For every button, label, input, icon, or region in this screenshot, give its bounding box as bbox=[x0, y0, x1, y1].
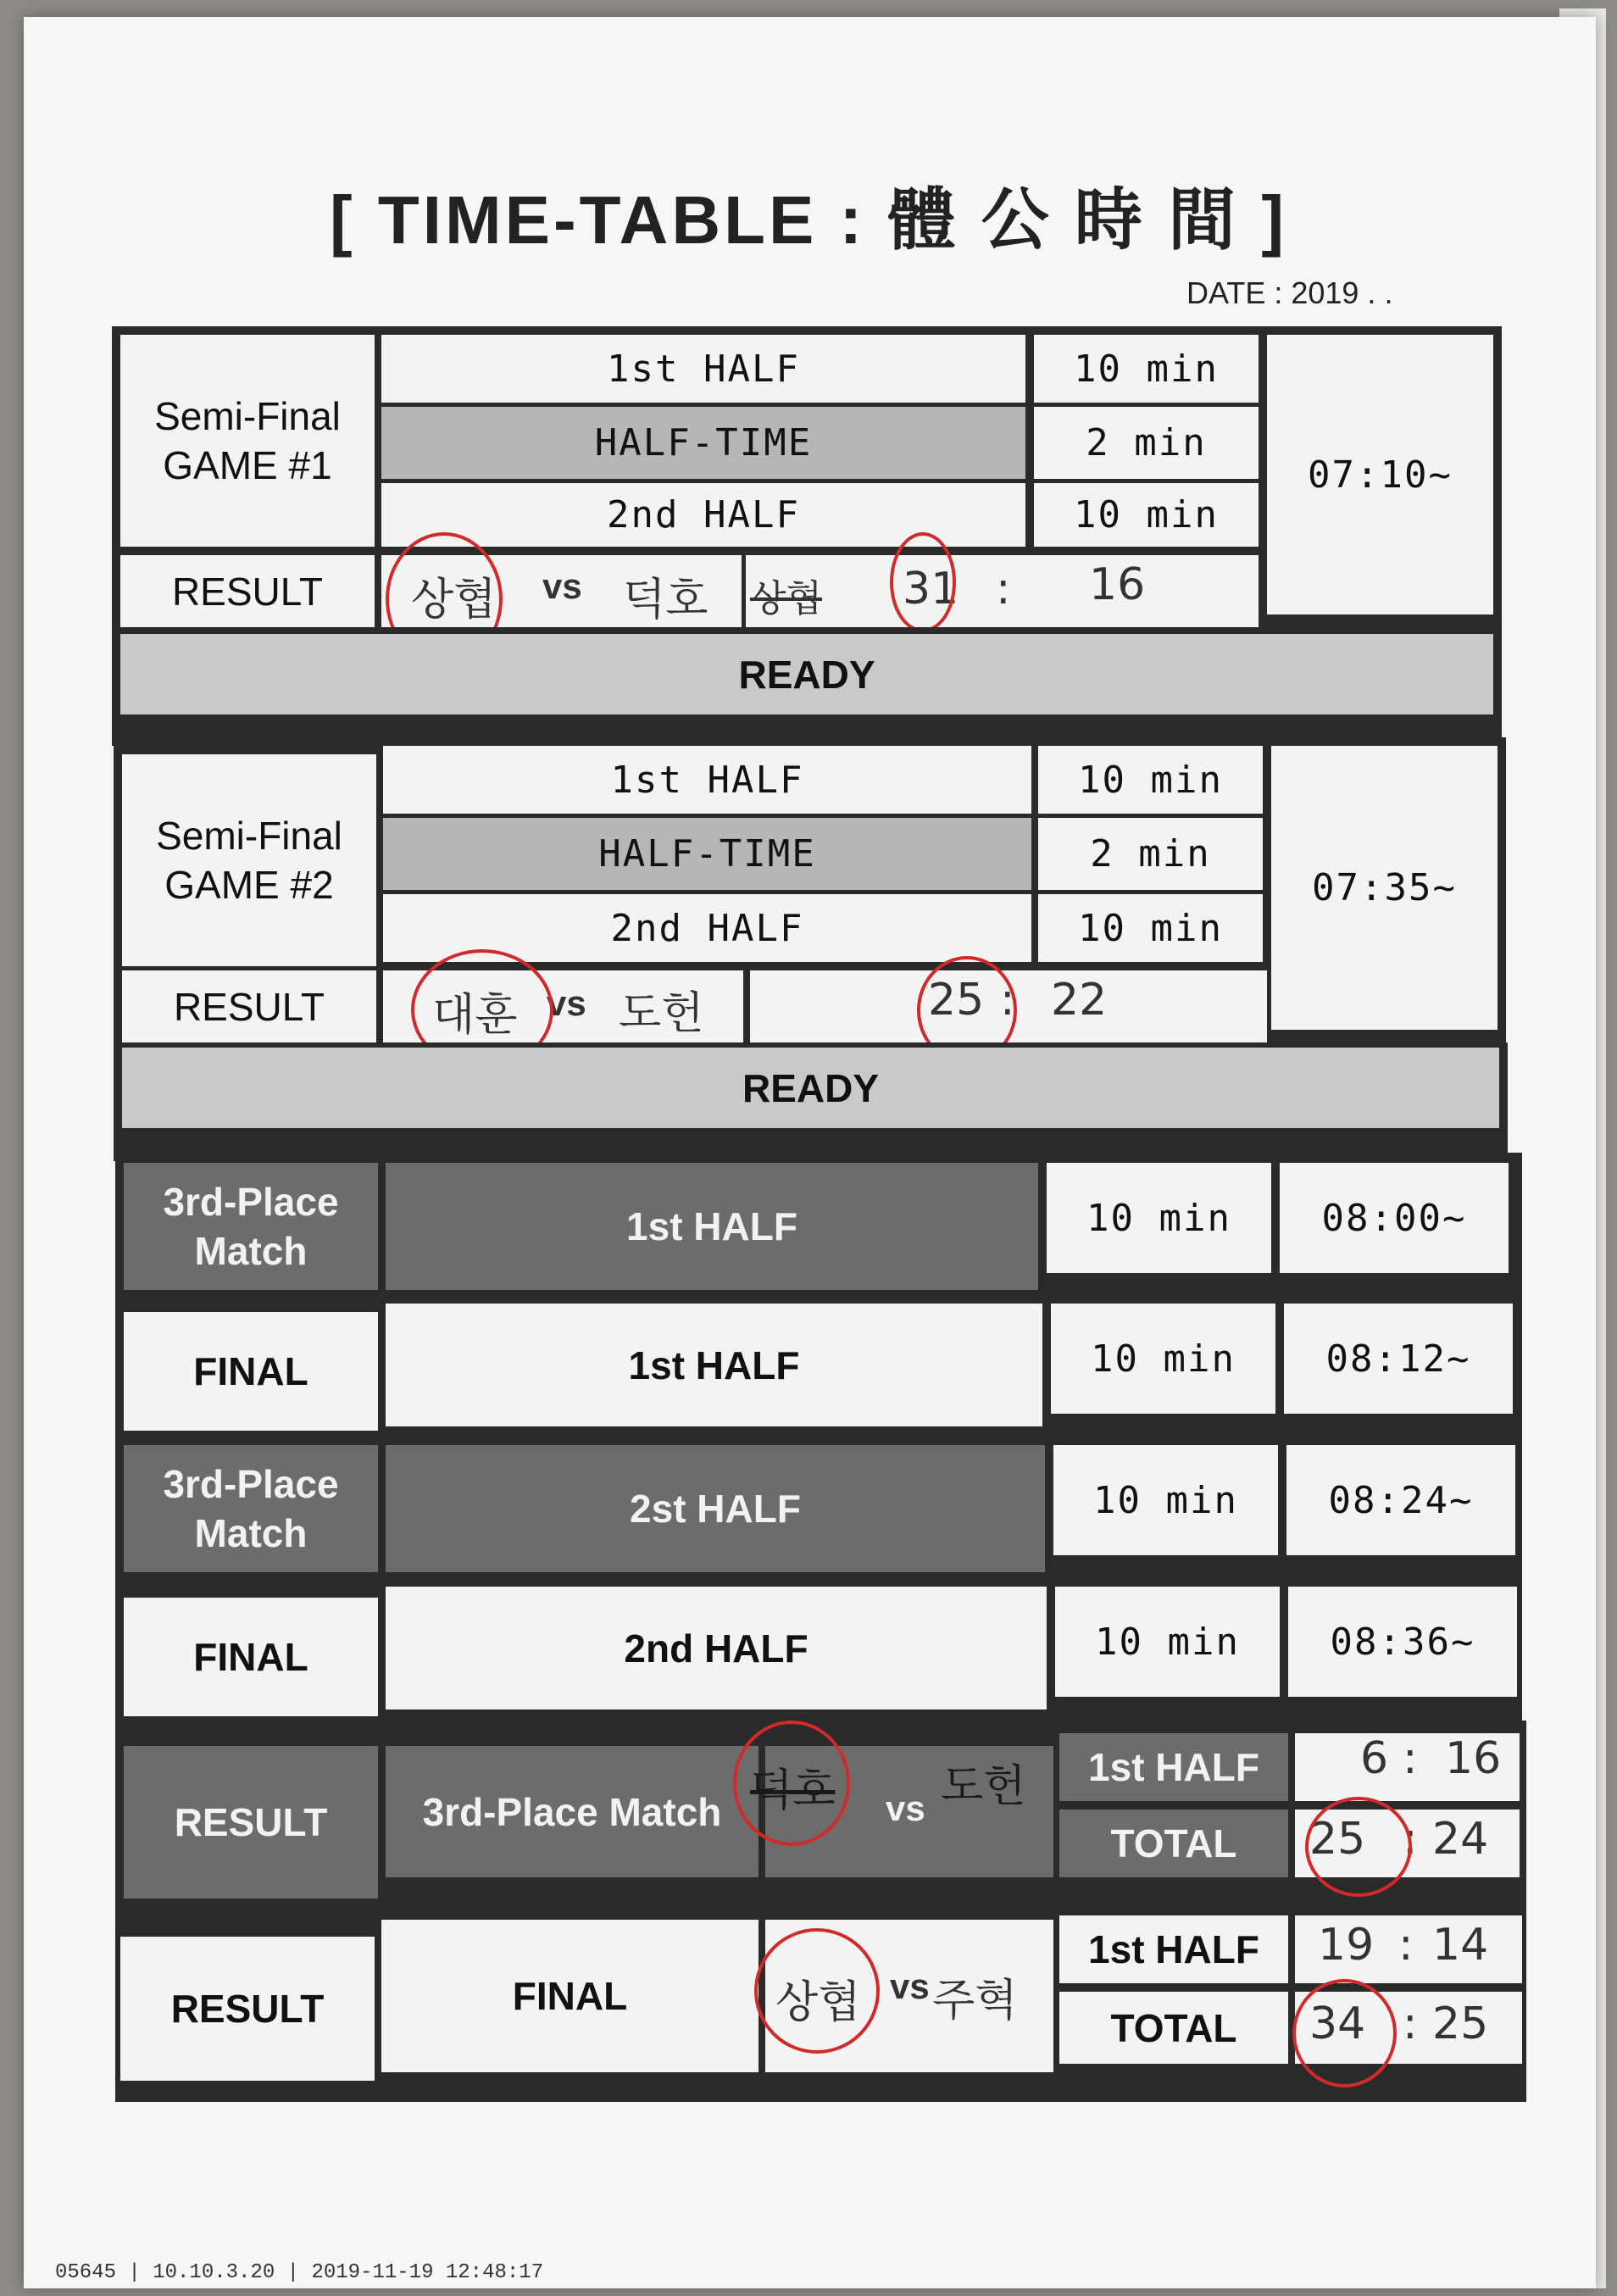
semi2-score-b: 22 bbox=[1051, 975, 1108, 1026]
schedule-3-phase: 2st HALF bbox=[386, 1445, 1045, 1572]
resultfinal-total-b: 25 bbox=[1432, 1999, 1489, 2049]
semi1-duration-3: 10 min bbox=[1034, 483, 1259, 547]
resultfinal-total-colon: : bbox=[1403, 1999, 1418, 2049]
result3-winner-circle bbox=[733, 1721, 850, 1846]
schedule-2-start: 08:12~ bbox=[1284, 1304, 1513, 1414]
result3-total-label: TOTAL bbox=[1059, 1810, 1288, 1877]
page-title: [ TIME-TABLE : 體 公 時 間 ] bbox=[330, 182, 1287, 258]
resultfinal-label: RESULT bbox=[120, 1937, 375, 2081]
semi2-phase-1: 1st HALF bbox=[383, 746, 1031, 814]
schedule-4-match: FINAL bbox=[124, 1598, 378, 1716]
schedule-3-match-text: 3rd-Place Match bbox=[163, 1462, 339, 1555]
resultfinal-half-colon: : bbox=[1398, 1920, 1414, 1971]
semi2-team-a: 대훈 bbox=[432, 990, 518, 1041]
schedule-4-duration: 10 min bbox=[1055, 1587, 1280, 1697]
semi2-vs: vs bbox=[547, 983, 586, 1023]
resultfinal-vs: vs bbox=[890, 1966, 930, 2006]
semi2-duration-3: 10 min bbox=[1038, 894, 1263, 962]
semi2-label bbox=[122, 754, 376, 966]
result3-total-colon: : bbox=[1403, 1814, 1418, 1865]
result3-label: RESULT bbox=[124, 1746, 378, 1899]
semi1-team-a: 상협 bbox=[411, 575, 497, 625]
semi1-duration-1: 10 min bbox=[1034, 335, 1259, 403]
print-footer: 05645 | 10.10.3.20 | 2019-11-19 12:48:17 bbox=[55, 2261, 544, 2284]
schedule-1-duration: 10 min bbox=[1047, 1163, 1271, 1273]
resultfinal-half-b: 14 bbox=[1432, 1920, 1489, 1971]
semi2-duration-2: 2 min bbox=[1038, 818, 1263, 890]
result3-total-b: 24 bbox=[1432, 1814, 1489, 1865]
schedule-1-match-text: 3rd-Place Match bbox=[163, 1180, 339, 1273]
semi1-phase-3: 2nd HALF bbox=[381, 483, 1025, 547]
result3-team-a: 덕호 bbox=[750, 1765, 836, 1816]
schedule-3-start: 08:24~ bbox=[1286, 1445, 1515, 1555]
result3-half-colon: : bbox=[1403, 1733, 1418, 1784]
schedule-3-match bbox=[124, 1445, 378, 1572]
semi1-label bbox=[120, 335, 375, 547]
semi1-struck-team: 상협 bbox=[750, 577, 823, 620]
semi1-score-a: 31 bbox=[903, 564, 959, 614]
semi2-score-a: 25 bbox=[928, 975, 985, 1026]
semi2-label-text: Semi-Final GAME #2 bbox=[156, 814, 342, 907]
semi1-score-b: 16 bbox=[1089, 559, 1146, 610]
result3-team-b: 도헌 bbox=[941, 1761, 1026, 1812]
schedule-3-duration: 10 min bbox=[1053, 1445, 1278, 1555]
resultfinal-team-b: 주혁 bbox=[932, 1976, 1018, 2026]
resultfinal-half-a: 19 bbox=[1318, 1920, 1375, 1971]
semi1-phase-2: HALF-TIME bbox=[381, 407, 1025, 479]
schedule-4-start: 08:36~ bbox=[1288, 1587, 1517, 1697]
result3-half-b: 16 bbox=[1445, 1733, 1502, 1784]
semi2-start-time: 07:35~ bbox=[1271, 746, 1498, 1030]
semi2-team-b: 도헌 bbox=[619, 988, 704, 1039]
resultfinal-match: FINAL bbox=[381, 1920, 758, 2072]
schedule-1-start: 08:00~ bbox=[1280, 1163, 1509, 1273]
semi1-vs: vs bbox=[542, 566, 582, 606]
result3-half-a: 6 bbox=[1360, 1733, 1389, 1784]
result3-total-circle bbox=[1305, 1797, 1412, 1897]
schedule-2-match: FINAL bbox=[124, 1312, 378, 1431]
schedule-4-phase: 2nd HALF bbox=[386, 1587, 1047, 1709]
ready-banner-1: READY bbox=[120, 634, 1493, 714]
semi2-duration-1: 10 min bbox=[1038, 746, 1263, 814]
resultfinal-winner-circle bbox=[754, 1928, 880, 2054]
semi1-duration-2: 2 min bbox=[1034, 407, 1259, 479]
semi1-phase-1: 1st HALF bbox=[381, 335, 1025, 403]
semi1-team-b: 덕호 bbox=[623, 575, 708, 625]
schedule-1-phase: 1st HALF bbox=[386, 1163, 1038, 1290]
result3-match: 3rd-Place Match bbox=[386, 1746, 758, 1877]
resultfinal-team-a: 상협 bbox=[775, 1977, 861, 2028]
schedule-1-match bbox=[124, 1163, 378, 1290]
resultfinal-total-circle bbox=[1292, 1979, 1397, 2088]
semi1-score-circle bbox=[890, 532, 956, 632]
schedule-2-duration: 10 min bbox=[1051, 1304, 1275, 1414]
resultfinal-total-a: 34 bbox=[1309, 1999, 1366, 2049]
semi2-phase-3: 2nd HALF bbox=[383, 894, 1031, 962]
semi1-result-label: RESULT bbox=[120, 555, 375, 627]
semi1-start-time: 07:10~ bbox=[1267, 335, 1493, 614]
ready-banner-2: READY bbox=[122, 1048, 1499, 1128]
result3-half-label: 1st HALF bbox=[1059, 1733, 1288, 1801]
semi1-colon: : bbox=[996, 564, 1011, 614]
semi1-label-text: Semi-Final GAME #1 bbox=[154, 394, 341, 487]
schedule-2-phase: 1st HALF bbox=[386, 1304, 1042, 1426]
date-field: DATE : 2019 . . bbox=[1186, 275, 1393, 310]
semi2-result-label: RESULT bbox=[122, 970, 376, 1042]
resultfinal-half-label: 1st HALF bbox=[1059, 1915, 1288, 1983]
semi2-phase-2: HALF-TIME bbox=[383, 818, 1031, 890]
resultfinal-total-label: TOTAL bbox=[1059, 1992, 1288, 2064]
result3-vs: vs bbox=[886, 1788, 925, 1828]
semi2-colon: : bbox=[1000, 975, 1015, 1026]
result3-total-a: 25 bbox=[1309, 1814, 1366, 1865]
